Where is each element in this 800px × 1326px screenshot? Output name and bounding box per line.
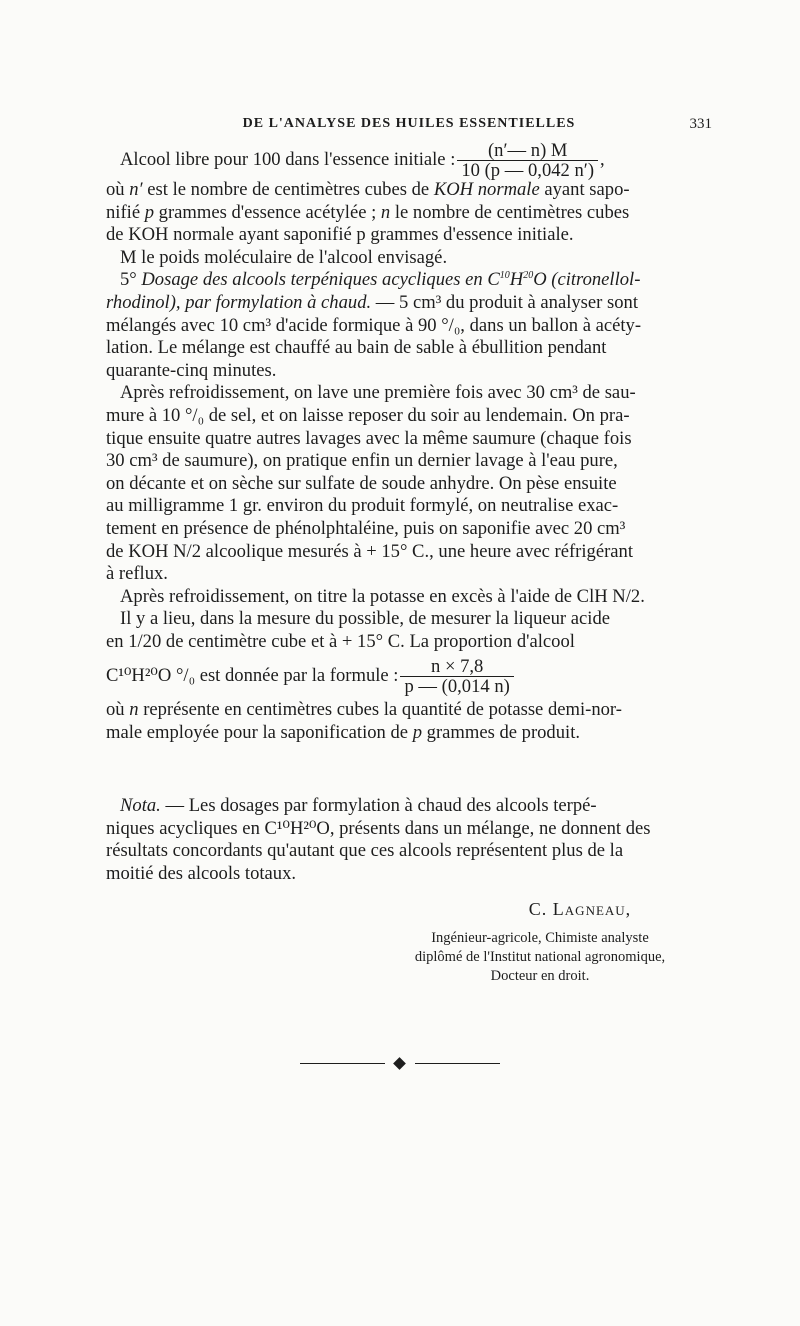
paragraph-method-5 <box>106 269 712 382</box>
paragraph-definitions <box>106 179 712 247</box>
author-diploma: diplômé de l'Institut national agronomique, <box>414 949 666 965</box>
formula-comma: , <box>600 148 605 170</box>
fraction-denominator: p — (0,014 n) <box>404 675 510 697</box>
paragraph-molecular-weight <box>106 247 712 270</box>
text-line: tique ensuite quatre autres lavages avec la même saumure (chaque fois <box>106 427 632 449</box>
page-number: 331 <box>689 116 712 132</box>
text-line: Il y a lieu, dans la mesure du possible, de mesurer la liqueur acide <box>120 608 610 630</box>
text-line: 30 cm³ de saumure), on pratique enfin un dernier lavage à l'eau pure, <box>106 450 618 472</box>
text-line: mélangés avec 10 cm³ d'acide formique à 90 °/₀, dans un ballon à acéty- <box>106 314 642 336</box>
text-line: de KOH normale ayant saponifié p grammes d'essence initiale. <box>106 224 574 246</box>
paragraph-measurement <box>106 608 712 653</box>
formula-label: C¹⁰H²⁰O °/₀ est donnée par la formule : <box>106 665 399 687</box>
text-line: de KOH N/2 alcoolique mesurés à + 15° C., une heure avec réfrigérant <box>106 540 633 562</box>
text-line: male employée pour la saponification de p grammes de produit. <box>106 722 581 744</box>
fraction-numerator: n × 7,8 <box>400 657 513 677</box>
paragraph-nota <box>106 795 712 885</box>
text-line: nifié p grammes d'essence acétylée ; n le nombre de centimètres cubes <box>106 201 630 223</box>
fraction-numerator: (n′— n) M <box>457 141 598 161</box>
end-ornament <box>300 1058 500 1070</box>
text-line: quarante-cinq minutes. <box>106 359 277 381</box>
text-line: lation. Le mélange est chauffé au bain de sable à ébullition pendant <box>106 337 607 359</box>
signature-block <box>360 899 720 986</box>
text-line: en 1/20 de centimètre cube et à + 15° C. La proportion d'alcool <box>106 630 575 652</box>
fraction <box>400 657 513 696</box>
nota-label: Nota. <box>120 795 161 816</box>
page-header <box>106 116 712 140</box>
text-line: mure à 10 °/₀ de sel, et on laisse reposer du soir au lendemain. On pra- <box>106 404 630 426</box>
formula-label: Alcool libre pour 100 dans l'essence initiale : <box>120 148 456 170</box>
nota-block <box>106 795 712 885</box>
text-line: moitié des alcools totaux. <box>106 862 297 884</box>
text-line: Nota. — Les dosages par formylation à chaud des alcools terpé- <box>120 795 597 816</box>
main-text <box>106 141 712 745</box>
section-heading: 5° Dosage des alcools terpéniques acycliques en $C^{10}H^{20}O$ (citronellol- <box>120 269 641 291</box>
author-title: Ingénieur-agricole, Chimiste analyste <box>431 930 649 946</box>
text-line: où n′ est le nombre de centimètres cubes de KOH normale ayant sapo- <box>106 179 630 200</box>
text-line: au milligramme 1 gr. environ du produit formylé, on neutralise exac- <box>106 495 619 517</box>
text-line: à reflux. <box>106 563 168 585</box>
text-line: rhodinol), par formylation à chaud. — 5 cm³ du produit à analyser sont <box>106 291 639 313</box>
paragraph-washing <box>106 382 712 585</box>
text-line: on décante et on sèche sur sulfate de soude anhydre. On pèse ensuite <box>106 472 617 494</box>
author-degree: Docteur en droit. <box>490 968 590 984</box>
fraction-denominator: 10 (p — 0,042 n′) <box>461 159 595 181</box>
text-line: où n représente en centimètres cubes la quantité de potasse demi-nor- <box>106 699 622 721</box>
fraction <box>457 141 598 180</box>
text-line: M le poids moléculaire de l'alcool envisagé. <box>120 246 448 268</box>
paragraph-variables <box>106 699 712 744</box>
text-line: niques acycliques en C¹⁰H²⁰O, présents dans un mélange, ne donnent des <box>106 817 651 839</box>
formula-alcohol-percent <box>106 653 712 699</box>
author-name: C. Lagneau, <box>528 899 632 919</box>
paragraph-titration <box>106 586 712 609</box>
running-title: DE L'ANALYSE DES HUILES ESSENTIELLES <box>242 116 576 131</box>
formula-free-alcohol <box>106 141 712 179</box>
text-line: Après refroidissement, on titre la potasse en excès à l'aide de ClH N/2. <box>120 585 645 607</box>
text-line: tement en présence de phénolphtaléine, puis on saponifie avec 20 cm³ <box>106 517 626 539</box>
text-line: Après refroidissement, on lave une première fois avec 30 cm³ de sau- <box>120 382 636 404</box>
text-line: résultats concordants qu'autant que ces alcools représentent plus de la <box>106 840 624 862</box>
